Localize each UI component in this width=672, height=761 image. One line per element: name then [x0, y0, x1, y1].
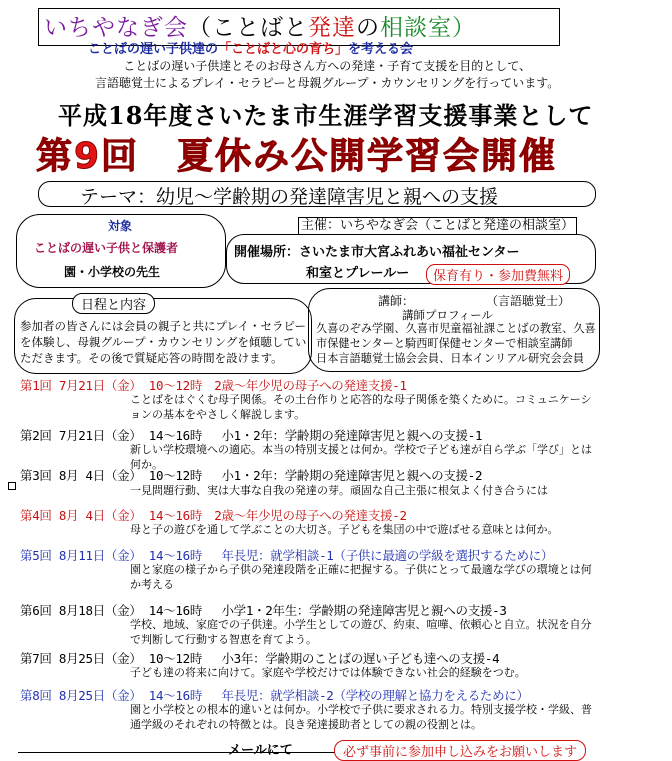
affil-line-1: 久喜のぞみ学園、久喜市児童福祉課ことばの教室、久喜 [316, 322, 596, 335]
session-5-head: 第5回 8月11日（金） 14～16時 年長児：就学相談-1（子供に最適の学級を選択するために） [20, 548, 554, 563]
lecturer-credential: （言語聴覚士） [486, 294, 571, 308]
theme: テーマ：幼児～学齢期の発達障害児と親への支援 [80, 186, 499, 208]
session-8-head: 第8回 8月25日（金） 14～16時 年長児：就学相談-2（学校の理解と協力をえるために） [20, 688, 529, 703]
session-5-desc: 園と家庭の様子から子供の発達段階を正確に把握する。子供にとって最適な学びの環境とは何か考える [130, 563, 592, 591]
session-3-desc: 一見問題行動、実は大事な自我の発達の芽。頑固な自己主張に根気よく付き合うには [130, 484, 548, 497]
session-1-head: 第1回 7月21日（金） 10～12時 2歳～年少児の母子への発達支援-1 [20, 378, 407, 393]
session-6-desc: 学校、地域、家庭での子供達。小学生としての遊び、約束、喧嘩、依頼心と自立。状況を自分で判断して行動する智恵を育てよう。 [130, 618, 592, 646]
session-2-head: 第2回 7月21日（金） 14～16時 小1・2年：学齢期の発達障害児と親への支援-1 [20, 428, 483, 443]
target-label: 対象 [108, 219, 133, 233]
org-sub-4: 相談室） [380, 15, 476, 41]
session-4-head: 第4回 8月 4日（金） 14～16時 2歳～年少児の母子への発達支援-2 [20, 508, 407, 523]
affil-line-3: 日本言語聴覚士協会会員、日本インリアル研究会会員 [316, 352, 585, 365]
session-7-head: 第7回 8月25日（金） 10～12時 小3年：学齢期のことばの遅い子ども達への支援-4 [20, 651, 500, 666]
org-sub-2: 発達 [308, 15, 356, 41]
session-3-head: 第3回 8月 4日（金） 10～12時 小1・2年：学齢期の発達障害児と親への支援-2 [20, 468, 483, 483]
contact-label: メールにて [228, 743, 293, 758]
session-8-desc: 園と小学校との根本的違いとは何か。小学校で子供に要求される力。特別支援学校・学級、普通学級のそれぞれの特徴とは。良き発達援助者としての親の役割とは。 [130, 703, 592, 731]
left-marker [8, 482, 16, 490]
target-main: ことばの遅い子供と保護者 [34, 241, 179, 255]
session-2-desc: 新しい学校環境への適応。本当の特別支援とは何か。学校で子ども達が自ら学ぶ「学び」とは何か。 [130, 443, 592, 471]
venue-room: 和室とプレールー [306, 266, 410, 281]
venue-label: 開催場所：さいたま市大宮ふれあい福祉センター [234, 245, 520, 260]
intro-line-1: ことばの遅い子供達とそのお母さん方への発達・子育て支援を目的として、 [123, 59, 532, 73]
tagline-pre: ことばの遅い子供達の [88, 42, 219, 57]
lecturer-label: 講師： [378, 294, 415, 308]
apply-notice: 必ず事前に参加申し込みをお願いします [334, 740, 586, 761]
schedule-text: 参加者の皆さんには会員の親子と共にプレイ・セラピーを体験し、母親グループ・カウンセリングを傾聴していただきます。その後で質疑応答の時間を設けます。 [20, 319, 307, 365]
org-sub-1: （ことばと [188, 15, 308, 41]
lecturer-affiliations [316, 321, 596, 366]
org-sub-3: の [356, 15, 380, 41]
org-tagline [88, 38, 413, 57]
program-line: 平成18年度さいたま市生涯学習支援事業として [58, 101, 594, 130]
session-6-head: 第6回 8月18日（金） 14～16時 小学1・2年生：学齢期の発達障害児と親への支援-3 [20, 603, 507, 618]
lecturer-profile-title: 講師プロフィール [402, 308, 493, 322]
tagline-post: を考える会 [348, 42, 414, 57]
event-title: 第9回 夏休み公開学習会開催 [36, 136, 558, 177]
session-1-desc: ことばをはぐくむ母子関係。その土台作りと応答的な母子関係を築くために。コミュニケーションの基本をやさしく解説します。 [130, 393, 592, 421]
tagline-quote: 「ことばと心の育ち」 [218, 42, 349, 57]
organizer: 主催：いちやなぎ会（ことばと発達の相談室） [298, 217, 577, 235]
org-name: いちやなぎ会 [44, 15, 188, 41]
intro-line-2: 言語聴覚士によるプレイ・セラピーと母親グループ・カウンセリングを行っています。 [95, 76, 560, 90]
session-7-desc: 子ども達の将来に向けて。家庭や学校だけでは体験できない社会的経験をつむ。 [130, 666, 526, 679]
schedule-title: 日程と内容 [72, 293, 155, 314]
childcare-badge: 保育有り・参加費無料 [426, 264, 570, 285]
affil-line-2: 市保健センターと騎西町保健センターで相談室講師 [316, 337, 573, 350]
session-4-desc: 母と子の遊びを通して学ぶことの大切さ。子どもを集団の中で遊ばせる意味とは何か。 [130, 523, 559, 536]
org-intro [95, 58, 559, 92]
target-sub: 園・小学校の先生 [64, 265, 161, 279]
